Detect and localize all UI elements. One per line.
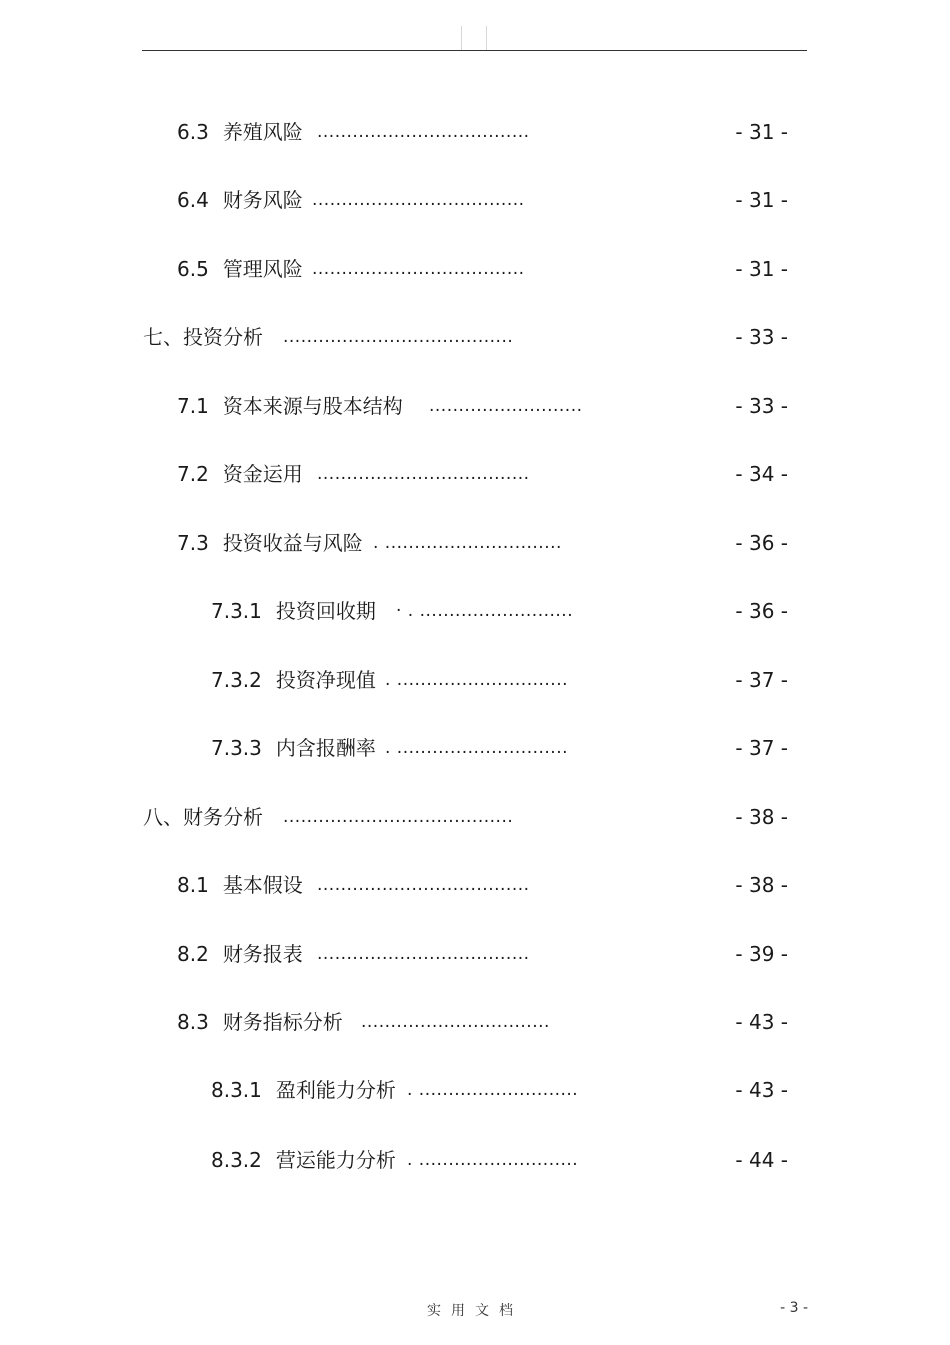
toc-entry-chapter-8[interactable] (143, 802, 788, 832)
toc-label: 8.3.1 盈利能力分析 (211, 1078, 396, 1102)
toc-leader-dots: . .............................. (373, 533, 562, 553)
toc-leader-dots: .................................... (312, 259, 525, 279)
toc-entry-7-3[interactable] (177, 528, 788, 558)
toc-page-number: - 37 - (735, 736, 788, 760)
toc-leader-dots: ....................................... (283, 807, 514, 827)
toc-leader-dots: ....................................... (283, 327, 514, 347)
toc-page-number: - 36 - (735, 531, 788, 555)
toc-leader-dots: .................................... (317, 875, 530, 895)
toc-page-number: - 39 - (735, 942, 788, 966)
toc-page-number: - 31 - (735, 120, 788, 144)
toc-page-number: - 31 - (735, 188, 788, 212)
toc-label: 8.3 财务指标分析 (177, 1010, 343, 1034)
toc-page-number: - 44 - (735, 1148, 788, 1172)
header-rule (142, 50, 807, 51)
toc-leader-dots: .................................... (312, 190, 525, 210)
toc-entry-7-3-3[interactable] (211, 733, 788, 763)
toc-label: 8.2 财务报表 (177, 942, 303, 966)
toc-entry-6-5[interactable] (177, 254, 788, 284)
toc-entry-7-3-1[interactable] (211, 596, 788, 626)
toc-page-number: - 38 - (735, 873, 788, 897)
toc-leader-dots: ................................ (361, 1012, 550, 1032)
toc-page-number: - 38 - (735, 805, 788, 829)
toc-leader-dots: · . .......................... (396, 601, 574, 621)
toc-label: 7.3.2 投资净现值 (211, 668, 376, 692)
toc-leader-dots: .......................... (429, 396, 583, 416)
toc-label: 7.1 资本来源与股本结构 (177, 394, 403, 418)
toc-entry-8-1[interactable] (177, 870, 788, 900)
toc-page-number: - 34 - (735, 462, 788, 486)
toc-entry-7-1[interactable] (177, 391, 788, 421)
toc-label: 6.4 财务风险 (177, 188, 303, 212)
toc-label: 7.2 资金运用 (177, 462, 303, 486)
toc-entry-8-3[interactable] (177, 1007, 788, 1037)
toc-entry-7-2[interactable] (177, 459, 788, 489)
toc-leader-dots: .................................... (317, 122, 530, 142)
toc-leader-dots: . ............................. (385, 738, 569, 758)
header-mark-right (486, 26, 487, 50)
toc-leader-dots: . ........................... (407, 1080, 579, 1100)
toc-entry-7-3-2[interactable] (211, 665, 788, 695)
toc-label: 8.3.2 营运能力分析 (211, 1148, 396, 1172)
toc-label: 八、财务分析 (143, 805, 263, 829)
toc-entry-chapter-7[interactable] (143, 322, 788, 352)
toc-page-number: - 33 - (735, 394, 788, 418)
toc-label: 7.3.1 投资回收期 (211, 599, 376, 623)
toc-leader-dots: . ........................... (407, 1150, 579, 1170)
footer-page-number: - 3 - (780, 1300, 808, 1316)
toc-page-number: - 31 - (735, 257, 788, 281)
toc-page-number: - 43 - (735, 1010, 788, 1034)
toc-page-number: - 36 - (735, 599, 788, 623)
toc-label: 8.1 基本假设 (177, 873, 303, 897)
toc-entry-6-4[interactable] (177, 185, 788, 215)
toc-page-number: - 33 - (735, 325, 788, 349)
toc-leader-dots: .................................... (317, 944, 530, 964)
toc-entry-8-2[interactable] (177, 939, 788, 969)
toc-entry-8-3-1[interactable] (211, 1075, 788, 1105)
toc-entry-8-3-2[interactable] (211, 1145, 788, 1175)
toc-leader-dots: . ............................. (385, 670, 569, 690)
toc-page-number: - 43 - (735, 1078, 788, 1102)
toc-label: 7.3.3 内含报酬率 (211, 736, 376, 760)
toc-page-number: - 37 - (735, 668, 788, 692)
toc-label: 6.3 养殖风险 (177, 120, 303, 144)
toc-entry-6-3[interactable] (177, 117, 788, 147)
footer-center-text: 实用文档 (427, 1303, 523, 1319)
toc-leader-dots: .................................... (317, 464, 530, 484)
header-mark-left (461, 26, 462, 50)
toc-label: 七、投资分析 (143, 325, 263, 349)
toc-label: 6.5 管理风险 (177, 257, 303, 281)
toc-label: 7.3 投资收益与风险 (177, 531, 363, 555)
